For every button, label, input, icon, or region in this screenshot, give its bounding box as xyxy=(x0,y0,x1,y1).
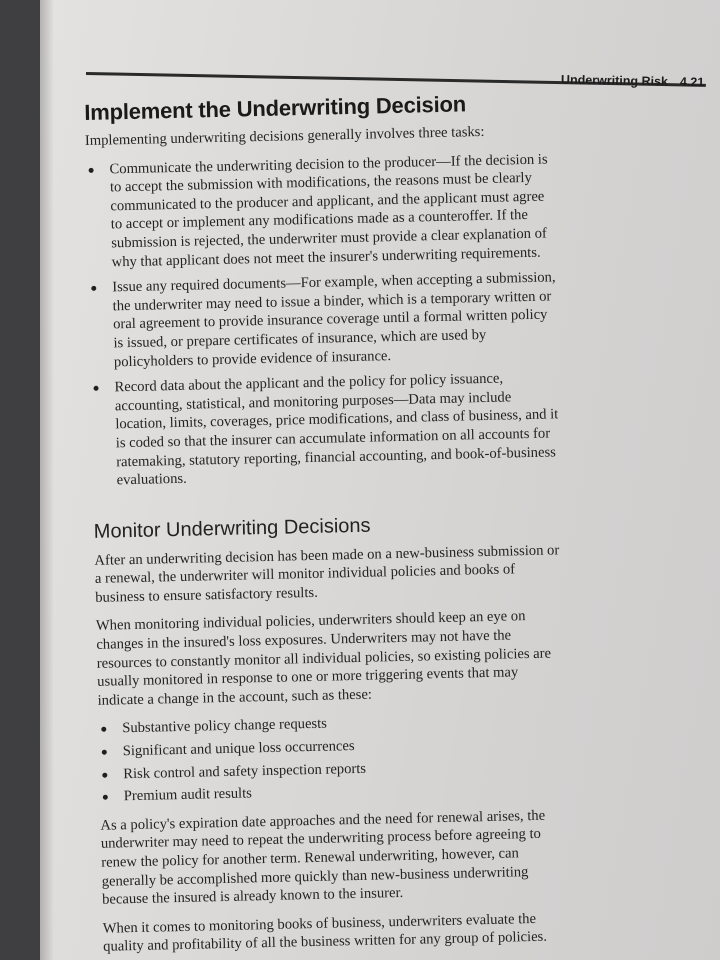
section2-para4: When it comes to monitoring books of business, underwriters evaluate the quality and profitability of all the business written for any group of policies. xyxy=(102,910,548,956)
list-item-text: Significant and unique loss occurrences xyxy=(122,738,355,760)
section-heading-implement: Implement the Underwriting Decision xyxy=(84,91,467,125)
list-item-text: Record data about the applicant and the policy for policy issuance, accounting, statistical, and monitoring purposes—Data may include location, limits, coverages, price modifications, and class of business, and it is coded so that the insurer can accumulate information on all accounts for ratemaking, statutory reporting, financial accounting, and book-of-business evaluations. xyxy=(114,370,559,489)
list-item-text: Substantive policy change requests xyxy=(122,716,328,737)
bullet-dot xyxy=(102,772,107,777)
bullet-dot xyxy=(93,386,98,391)
list-item xyxy=(88,268,560,372)
list-item-text: Communicate the underwriting decision to the producer—If the decision is to accept the submission with modifications, the reasons must be clearly communicated to the producer and applicant, and the applicant must agree to accept or implement any modifications made as a counteroffer. If the submission is rejected, the underwriter must provide a clear explanation of why that applicant does not meet the insurer's underwriting requirements. xyxy=(109,151,548,270)
section2-bullet-list xyxy=(98,710,570,807)
list-item-text: Risk control and safety inspection reports xyxy=(123,760,367,782)
page-number: 4.21 xyxy=(679,74,705,90)
bullet-dot xyxy=(91,286,96,291)
section2-para1: After an underwriting decision has been made on a new-business submission or a renewal, the underwriter will monitor individual policies and books of business to ensure satisfactory results. xyxy=(94,542,560,606)
section1-intro: Implementing underwriting decisions generally involves three tasks: xyxy=(84,123,485,149)
chapter-title: Underwriting Risk xyxy=(560,72,668,89)
list-item-text: Issue any required documents—For example, when accepting a submission, the underwriter may need to issue a binder, which is a temporary written or oral agreement to provide insurance coverage until a formal written policy is issued, or prepare certificates of insurance, which are used by policyholders to provide evidence of insurance. xyxy=(112,269,556,370)
book-page xyxy=(40,0,720,960)
section1-bullet-list xyxy=(85,150,562,491)
bullet-dot xyxy=(101,727,106,732)
bullet-dot xyxy=(102,750,107,755)
page-content xyxy=(84,89,574,960)
list-item xyxy=(85,150,557,272)
section-heading-monitor: Monitor Underwriting Decisions xyxy=(93,514,371,543)
running-head xyxy=(561,73,705,90)
bullet-dot xyxy=(89,167,94,172)
page-fold-shadow xyxy=(40,0,54,960)
bullet-dot xyxy=(103,795,108,800)
section2-para2: When monitoring individual policies, underwriters should keep an eye on changes in the insured's loss exposures. Underwriters may not have the resources to constantly monitor all individual policies, so existing policies are usually monitored in response to one or more triggering events that may indicate a change in the account, such as these: xyxy=(95,608,552,709)
section2-para3: As a policy's expiration date approaches and the need for renewal arises, the underwriter may need to repeat the underwriting process before agreeing to renew the policy for another term. Renewal underwriting, however, can generally be accomplished more quickly than new-business underwriting because the insured is already known to the insurer. xyxy=(100,807,546,908)
list-item-text: Premium audit results xyxy=(123,785,253,805)
list-item xyxy=(90,368,562,490)
